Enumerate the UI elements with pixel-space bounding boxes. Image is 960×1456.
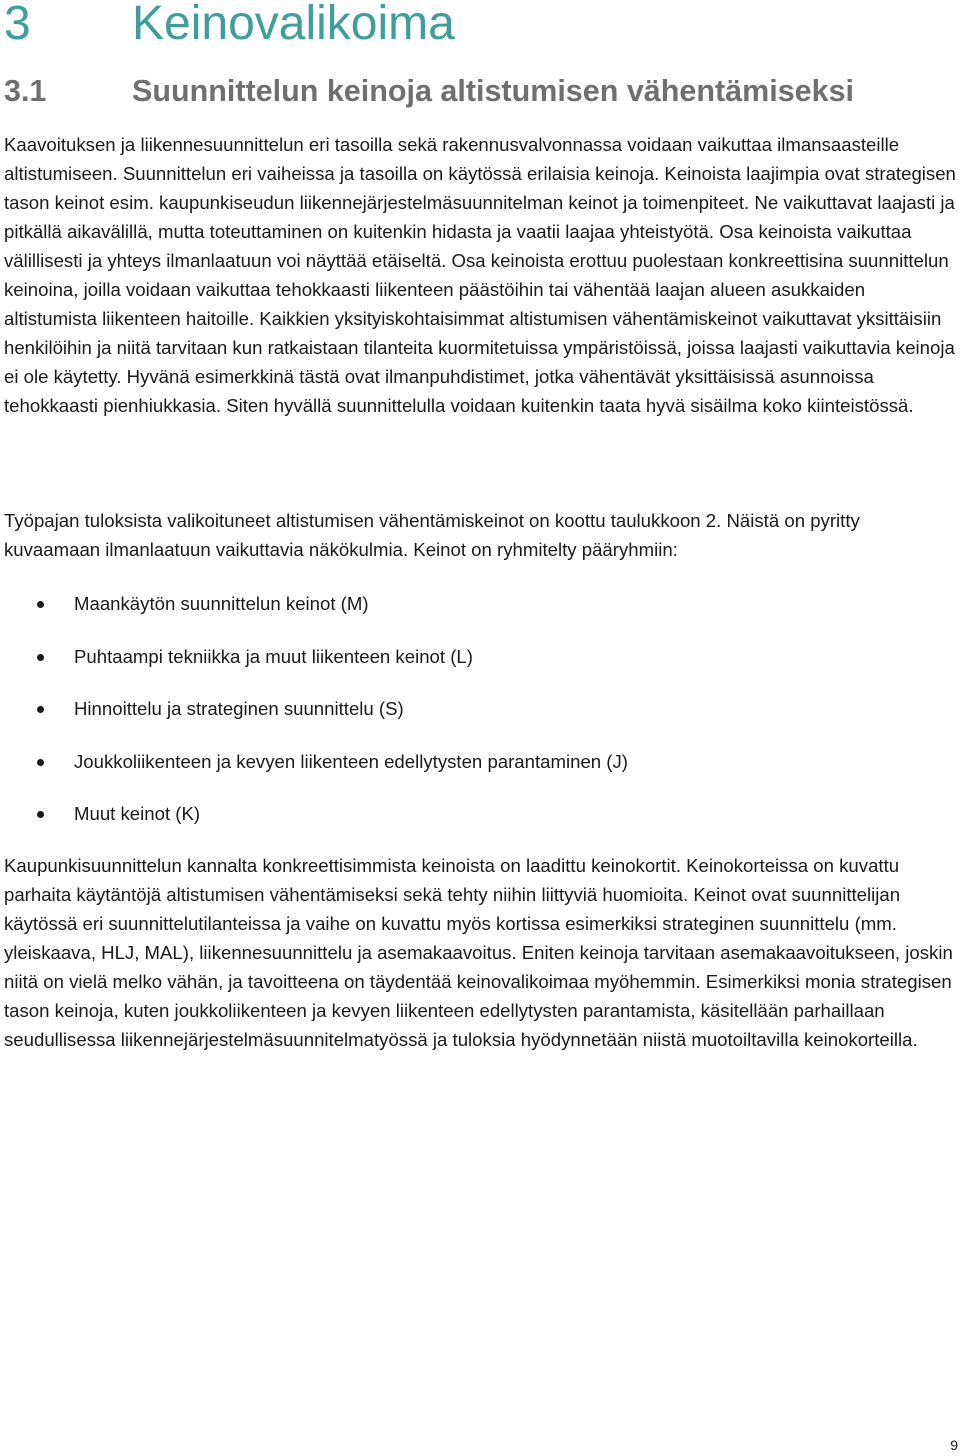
section-number: 3.1 xyxy=(4,74,47,108)
list-item xyxy=(0,589,960,642)
bullet-icon xyxy=(37,811,44,818)
paragraph-method-cards: Kaupunkisuunnittelun kannalta konkreettisimmista keinoista on laadittu keinokortit. Keinokorteissa on kuvattu parhaita käytäntöjä altistumisen vähentämiseksi sekä tehty niihin liittyviä huomioita. Keinot ovat suunnittelijan käytössä eri suunnittelutilanteissa ja vaihe on kuvattu myös kortissa esimerkiksi strateginen suunnittelu (mm. yleiskaava, HLJ, MAL), liikennesuunnittelu ja asemakaavoitus. Eniten keinoja tarvitaan asemakaavoitukseen, joskin niitä on vielä melko vähän, ja tavoitteena on täydentää keinovalikoimaa myöhemmin. Esimerkiksi monia strategisen tason keinoja, kuten joukkoliikenteen ja kevyen liikenteen edellytysten parantamista, käsitellään parhaillaan seudullisessa liikennejärjestelmäsuunnitelmatyössä ja tuloksia hyödynnetään niistä muotoiltavilla keinokorteilla. xyxy=(4,855,953,1050)
bullet-icon xyxy=(37,706,44,713)
list-item-text: Joukkoliikenteen ja kevyen liikenteen edellytysten parantaminen (J) xyxy=(74,750,628,772)
chapter-heading xyxy=(4,0,455,56)
section-heading xyxy=(4,74,854,114)
paragraph-workshop: Työpajan tuloksista valikoituneet altistumisen vähentämiskeinot on koottu taulukkoon 2. Näistä on pyritty kuvaamaan ilmanlaatuun vaikuttavia näkökulmia. Keinot on ryhmitelty pääryhmiin: xyxy=(4,510,860,560)
bullet-icon xyxy=(37,759,44,766)
chapter-title: Keinovalikoima xyxy=(132,0,455,50)
section-title: Suunnittelun keinoja altistumisen vähentämiseksi xyxy=(132,74,855,108)
list-item xyxy=(0,799,960,852)
measure-groups-list xyxy=(0,589,960,852)
list-item-text: Maankäytön suunnittelun keinot (M) xyxy=(74,593,369,614)
page-number: 9 xyxy=(950,1437,958,1453)
list-item-text: Muut keinot (K) xyxy=(74,803,201,825)
list-item xyxy=(0,694,960,747)
bullet-icon xyxy=(37,654,44,661)
list-item-text: Puhtaampi tekniikka ja muut liikenteen keinot (L) xyxy=(74,645,473,667)
list-item xyxy=(0,747,960,800)
paragraph-intro: Kaavoituksen ja liikennesuunnittelun eri tasoilla sekä rakennusvalvonnassa voidaan vaikuttaa ilmansaasteille altistumiseen. Suunnittelun eri vaiheissa ja tasoilla on käytössä erilaisia keinoja. Keinoista laajimpia ovat strategisen tason keinot esim. kaupunkiseudun liikennejärjestelmäsuunnitelman keinot ja toimenpiteet. Ne vaikuttavat laajasti ja pitkällä aikavälillä, mutta toteuttaminen on kuitenkin hidasta ja vaatii laajaa yhteistyötä. Osa keinoista vaikuttaa välillisesti ja yhteys ilmanlaatuun voi näyttää etäiseltä. Osa keinoista erottuu puolestaan konkreettisina suunnittelun keinoina, joilla voidaan vaikuttaa tehokkaasti liikenteen päästöihin tai vähentää laajan alueen asukkaiden altistumista liikenteen haitoille. Kaikkien yksityiskohtaisimmat altistumisen vähentämiskeinot vaikuttavat yksittäisiin henkilöihin ja niitä tarvitaan kun ratkaistaan tilanteita kuormitetuissa ympäristöissä, joissa laajasti vaikuttavia keinoja ei ole käytetty. Hyvänä esimerkkinä tästä ovat ilmanpuhdistimet, jotka vähentävät yksittäisissä asunnoissa tehokkaasti pienhiukkasia. Siten hyvällä suunnittelulla voidaan kuitenkin taata hyvä sisäilma koko kiinteistössä. xyxy=(4,134,956,416)
list-item xyxy=(0,642,960,695)
list-item-text: Hinnoittelu ja strateginen suunnittelu (S) xyxy=(74,698,404,720)
bullet-icon xyxy=(37,601,44,608)
chapter-number: 3 xyxy=(4,0,31,50)
